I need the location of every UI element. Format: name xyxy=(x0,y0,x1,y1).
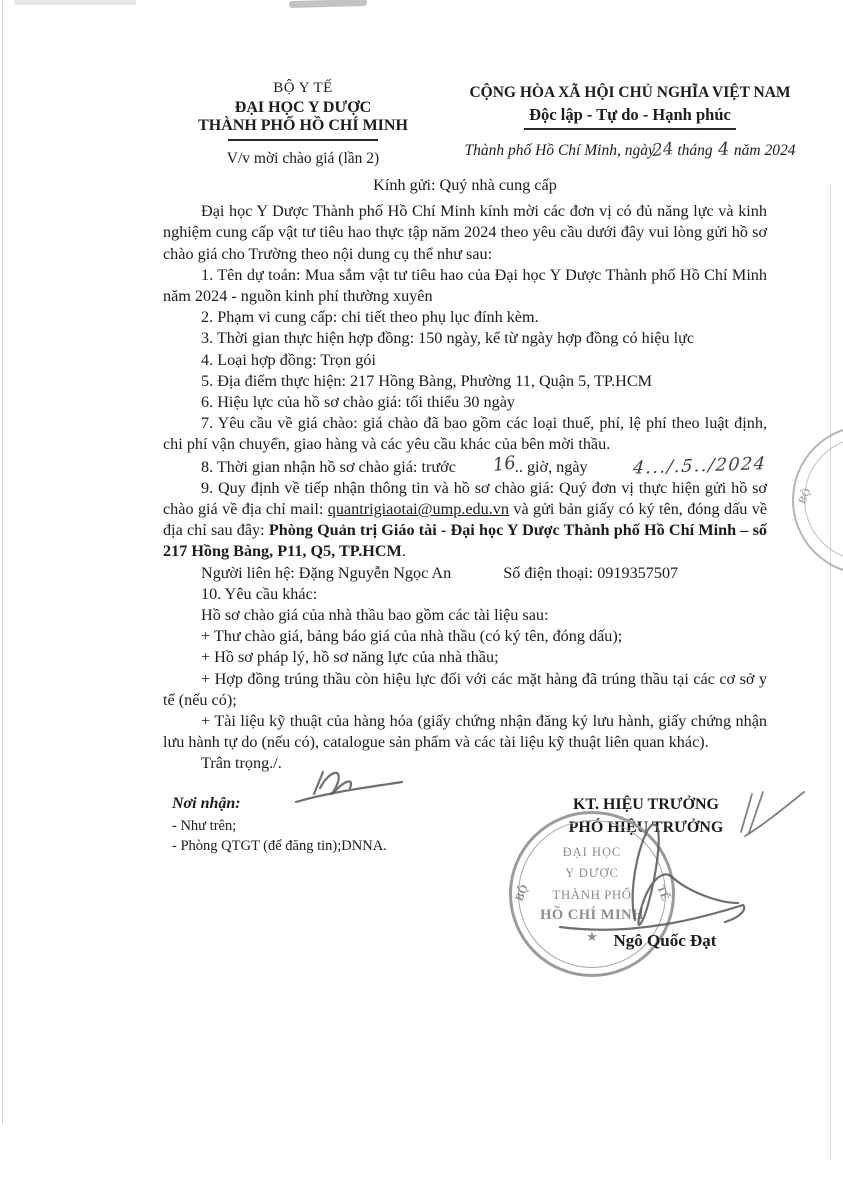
stamp-ring-text-right: TẾ xyxy=(653,883,671,903)
item-5: 5. Địa điểm thực hiện: 217 Hồng Bàng, Phường 11, Quận 5, TP.HCM xyxy=(201,371,653,390)
item-9-text: 9. Quy định về tiếp nhận thông tin và hồ sơ chào giá: Quý đơn vị thực hiện gửi hồ sơ chào giá về địa chỉ mail: xyxy=(163,478,767,519)
dateline xyxy=(438,139,822,160)
signer-title-2: PHÓ HIỆU TRƯỞNG xyxy=(568,819,724,836)
handwritten-deadline-date: 4.../.5../2024 xyxy=(631,453,767,479)
scan-edge-line-left xyxy=(2,0,3,1125)
stamp-line: THÀNH PHỐ xyxy=(552,887,632,902)
recipients-title: Nơi nhận: xyxy=(172,795,241,812)
closing: Trân trọng./. xyxy=(201,754,282,773)
recipient-item: - Như trên; xyxy=(172,818,237,834)
item-8 xyxy=(163,452,767,479)
issuer-block xyxy=(183,80,423,168)
item-8-mid: .. giờ, ngày xyxy=(514,457,592,476)
stamp-star-icon: ★ xyxy=(586,929,598,944)
scan-smudge xyxy=(289,0,367,8)
docs-intro: Hồ sơ chào giá của nhà thầu bao gồm các tài liệu sau: xyxy=(201,606,549,625)
handwritten-signature xyxy=(575,805,760,945)
item-7: 7. Yêu cầu về giá chào: giá chào đã bao gồm các loại thuế, phí, lệ phí theo luật định, chi phí vận chuyển, giao hàng và các yêu cầu khác của bên mời thầu. xyxy=(163,414,767,454)
scan-smudge xyxy=(14,0,136,5)
intro-paragraph: Đại học Y Dược Thành phố Hồ Chí Minh kính mời các đơn vị có đủ năng lực và kinh nghiệm cung cấp vật tư tiêu hao thực tập năm 2024 theo yêu cầu dưới đây vui lòng gửi hồ sơ chào giá cho Trường theo nội dung cụ thể như sau: xyxy=(163,202,767,263)
stamp-line: ĐẠI HỌC xyxy=(562,845,622,859)
recipient-item: - Phòng QTGT (để đăng tin);DNNA. xyxy=(172,838,387,854)
contact-phone: Số điện thoại: 0919357507 xyxy=(503,563,679,582)
national-block xyxy=(438,84,822,160)
salutation: Kính gửi: Quý nhà cung cấp xyxy=(373,176,557,194)
ministry-name: BỘ Y TẾ xyxy=(273,80,333,96)
dateline-prefix: Thành phố Hồ Chí Minh, ngày xyxy=(464,142,655,159)
handwritten-day: 24 xyxy=(650,138,675,162)
item-6: 6. Hiệu lực của hồ sơ chào giá: tối thiểu 30 ngày xyxy=(201,393,516,412)
stamp-ring-text-left: BỘ xyxy=(513,883,531,903)
edge-stamp-ring-text: BỘ xyxy=(796,486,814,506)
recipients-block xyxy=(172,795,387,856)
dateline-mid: tháng xyxy=(677,142,713,159)
scan-edge-line-right xyxy=(830,185,831,1160)
handwritten-hour: 16 xyxy=(491,452,517,476)
divider xyxy=(524,128,736,130)
signer-title-1: KT. HIỆU TRƯỞNG xyxy=(573,796,719,813)
item-9-mid: và gửi bản giấy có ký tên, đóng dấu về địa chỉ sau đây: xyxy=(163,500,768,540)
bullet-2: + Hồ sơ pháp lý, hồ sơ năng lực của nhà thầu; xyxy=(201,648,499,667)
divider xyxy=(228,139,378,141)
stamp-line: HỒ CHÍ MINH xyxy=(540,907,644,923)
item-9 xyxy=(163,478,767,563)
signer-name: Ngô Quốc Đạt xyxy=(613,931,717,950)
national-title: CỘNG HÒA XÃ HỘI CHỦ NGHĨA VIỆT NAM xyxy=(469,84,791,101)
item-10: 10. Yêu cầu khác: xyxy=(201,584,318,603)
organization-name-line1: ĐẠI HỌC Y DƯỢC xyxy=(234,99,372,116)
letter-body xyxy=(163,175,767,775)
dateline-suffix: năm 2024 xyxy=(733,142,796,159)
organization-name-line2: THÀNH PHỐ HỒ CHÍ MINH xyxy=(198,117,408,134)
item-2: 2. Phạm vi cung cấp: chi tiết theo phụ lục đính kèm. xyxy=(201,308,539,327)
national-motto: Độc lập - Tự do - Hạnh phúc xyxy=(529,105,731,124)
bullet-4: + Tài liệu kỹ thuật của hàng hóa (giấy chứng nhận đăng ký lưu hành, giấy chứng nhận lưu hành tự do (nếu có), catalogue sản phẩm và các tài liệu kỹ thuật liên quan khác). xyxy=(163,712,767,752)
stamp-line: Y DƯỢC xyxy=(565,866,619,880)
contact-email: quantrigiaotai@ump.edu.vn xyxy=(327,500,509,519)
document-subject: V/v mời chào giá (lần 2) xyxy=(226,150,380,167)
handwritten-month: 4 xyxy=(716,138,730,161)
contact-line xyxy=(163,563,767,584)
bullet-3: + Hợp đồng trúng thầu còn hiệu lực đối với các mặt hàng đã trúng thầu tại các cơ sở y tế (nếu có); xyxy=(163,669,767,709)
item-9-suffix: . xyxy=(401,542,406,561)
item-8-text: 8. Thời gian nhận hồ sơ chào giá: trước xyxy=(201,457,456,476)
item-3: 3. Thời gian thực hiện hợp đồng: 150 ngày, kể từ ngày hợp đồng có hiệu lực xyxy=(201,329,695,348)
item-4: 4. Loại hợp đồng: Trọn gói xyxy=(201,350,376,369)
contact-person: Người liên hệ: Đặng Nguyễn Ngọc An xyxy=(201,563,452,582)
submission-address: Phòng Quản trị Giáo tài - Đại học Y Dược Thành phố Hồ Chí Minh – số 217 Hồng Bàng, P11, Q5, TP.HCM xyxy=(163,521,767,561)
item-1: 1. Tên dự toán: Mua sắm vật tư tiêu hao của Đại học Y Dược Thành phố Hồ Chí Minh năm 2024 - nguồn kinh phí thường xuyên xyxy=(163,265,767,306)
bullet-1: + Thư chào giá, bảng báo giá của nhà thầu (có ký tên, đóng dấu); xyxy=(201,627,623,646)
